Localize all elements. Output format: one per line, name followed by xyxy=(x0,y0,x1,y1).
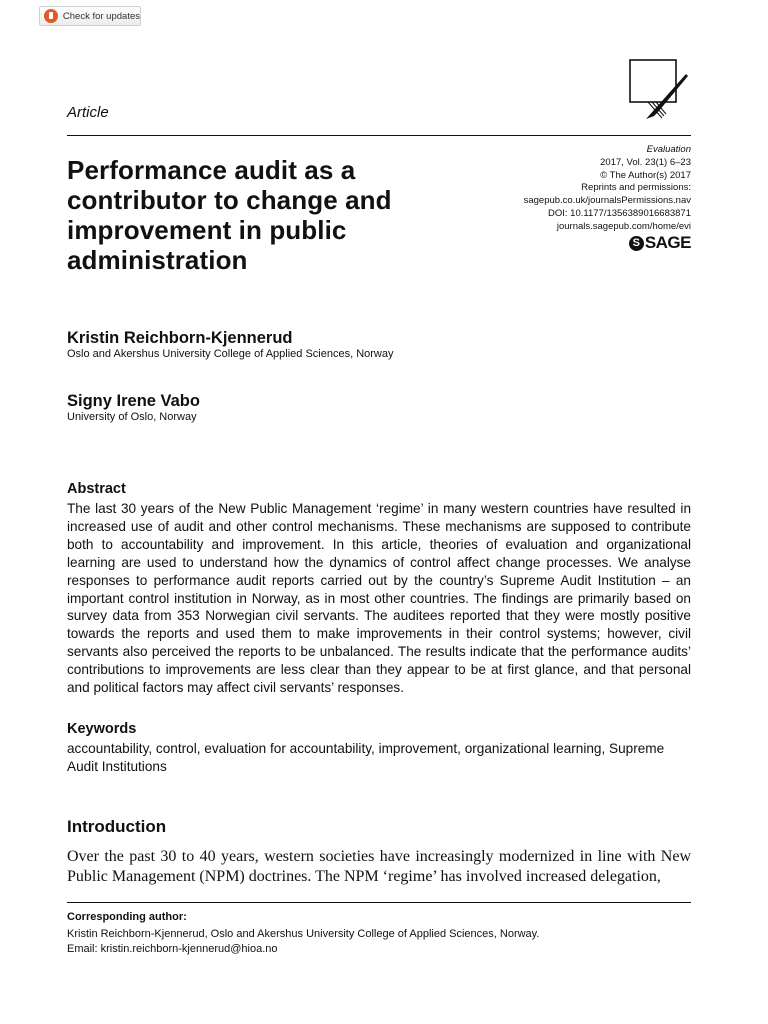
publisher-logo xyxy=(524,232,691,252)
article-type-label: Article xyxy=(67,104,109,121)
doi-link[interactable]: DOI: 10.1177/1356389016683871 xyxy=(548,207,691,219)
publisher-name: SAGE xyxy=(644,232,691,252)
sage-s-icon: S xyxy=(629,236,644,251)
abstract-text: The last 30 years of the New Public Management ‘regime’ in many western countries have resulted in increased use of audit and other control mechanisms. These mechanisms are supposed to contribute both to accountability and improvement. In this article, theories of evaluation and organizational learning are used to understand how the dynamics of control affect change processes. We analyse responses to performance audit reports carried out by the country’s Supreme Audit Institution – an important control institution in Norway, as in most other countries. The findings are primarily based on survey data from 353 Norwegian civil servants. The auditees reported that they were mostly positive towards the reports and used them to make improvements in their control systems; however, civil servants also perceived the reports to be unbalanced. The results indicate that the performance audits’ contributions to improvements are less clear than they appear to be at first glance, and that personal and political factors may affect civil servants’ responses. xyxy=(67,501,691,696)
journal-logo-icon xyxy=(628,58,692,122)
keywords-text: accountability, control, evaluation for accountability, improvement, organizational learning, Supreme Audit Institutions xyxy=(67,741,665,774)
reprints-label: Reprints and permissions: xyxy=(581,182,691,194)
copyright-notice: © The Author(s) 2017 xyxy=(600,169,691,181)
introduction-heading: Introduction xyxy=(67,817,167,836)
permissions-link[interactable]: sagepub.co.uk/journalsPermissions.nav xyxy=(523,195,691,207)
check-for-updates-label: Check for updates xyxy=(62,10,140,22)
introduction-text: Over the past 30 to 40 years, western societies have increasingly modernized in line with New Public Management (NPM) doctrines. The NPM ‘regime’ has involved increased delegation, xyxy=(67,848,691,885)
corresponding-author-heading: Corresponding author: xyxy=(67,911,187,923)
journal-name: Evaluation xyxy=(646,144,691,155)
publication-metadata xyxy=(524,144,691,251)
title-line: improvement in public xyxy=(67,215,347,245)
check-for-updates-button[interactable] xyxy=(39,6,141,26)
article-title xyxy=(67,155,467,275)
author-name: Kristin Reichborn-Kjennerud xyxy=(67,329,293,347)
title-line: contributor to change and xyxy=(67,185,392,215)
journal-homepage-link[interactable]: journals.sagepub.com/home/evi xyxy=(556,220,691,232)
update-icon xyxy=(44,9,58,23)
footnote-rule xyxy=(67,902,691,903)
keywords-heading: Keywords xyxy=(67,721,137,737)
author-affiliation: University of Oslo, Norway xyxy=(67,411,197,423)
author-affiliation: Oslo and Akershus University College of Applied Sciences, Norway xyxy=(67,348,394,360)
abstract-heading: Abstract xyxy=(67,481,126,497)
author-name: Signy Irene Vabo xyxy=(67,392,200,410)
title-line: administration xyxy=(67,245,248,275)
corresponding-author-email[interactable]: Email: kristin.reichborn-kjennerud@hioa.no xyxy=(67,943,278,955)
corresponding-author-address: Kristin Reichborn-Kjennerud, Oslo and Akershus University College of Applied Sciences, Norway. xyxy=(67,928,540,940)
corresponding-author-details xyxy=(67,927,539,957)
title-line: Performance audit as a xyxy=(67,155,356,185)
header-rule xyxy=(67,135,691,136)
volume-info: 2017, Vol. 23(1) 6–23 xyxy=(600,156,691,168)
